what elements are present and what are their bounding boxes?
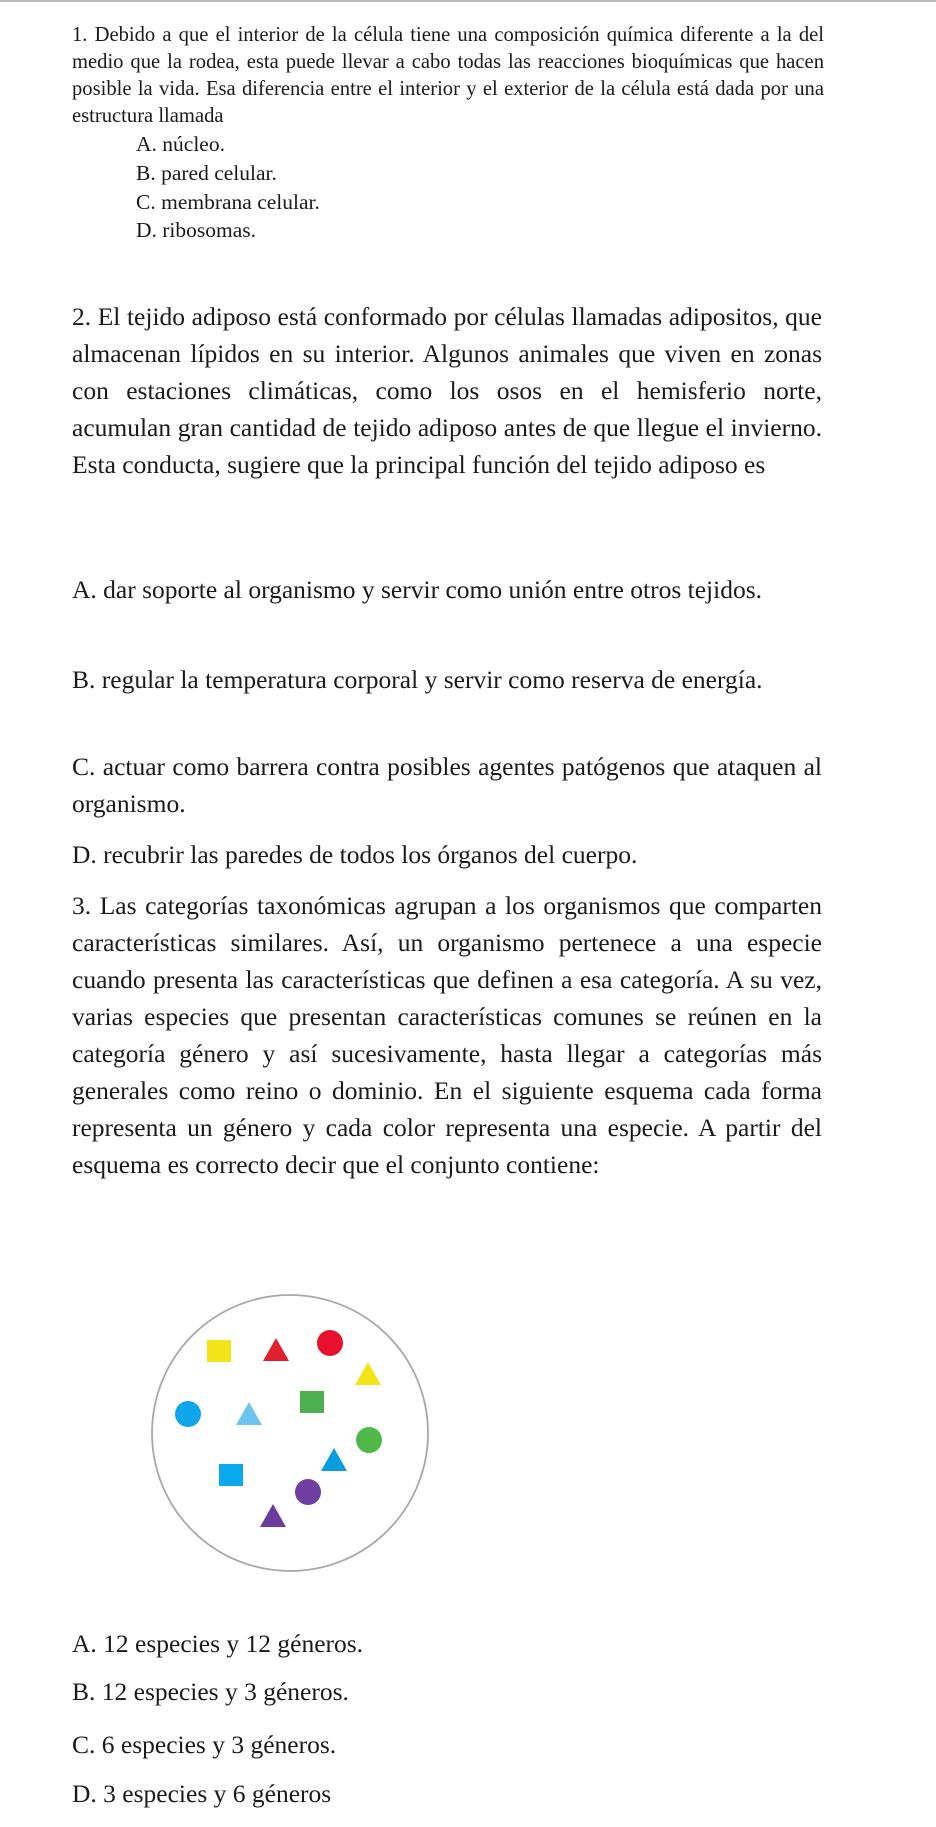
blue-square bbox=[219, 1464, 243, 1486]
red-triangle bbox=[263, 1338, 289, 1361]
blue-circle bbox=[175, 1401, 201, 1427]
q2-option-a[interactable]: A. dar soporte al organismo y servir como unión entre otros tejidos. bbox=[72, 575, 763, 604]
question-number: 2. bbox=[72, 302, 92, 331]
set-circle bbox=[152, 1295, 428, 1571]
yellow-square bbox=[207, 1340, 231, 1362]
green-square bbox=[300, 1391, 324, 1413]
question-text: Las categorías taxonómicas agrupan a los organismos que comparten características similares. Así, un organismo pertenece a una especie cuando presenta las características que definen a esa categoría. A su vez, varias especies que presentan características comunes se reúnen en la categoría género y así sucesivamente, hasta llegar a categorías más generales como reino o dominio. En el siguiente esquema cada forma representa un género y cada color representa una especie. A partir del esquema es correcto decir que el conjunto contiene: bbox=[72, 891, 822, 1179]
species-genus-diagram bbox=[140, 1290, 440, 1590]
blue-triangle bbox=[321, 1448, 347, 1471]
light-blue-triangle bbox=[236, 1402, 262, 1425]
question-number: 3. bbox=[72, 891, 92, 920]
green-circle bbox=[356, 1427, 382, 1453]
red-circle bbox=[317, 1330, 343, 1356]
q1-option-c[interactable]: C. membrana celular. bbox=[136, 190, 320, 214]
top-rule bbox=[0, 0, 936, 2]
question-text: El tejido adiposo está conformado por células llamadas adipositos, que almacenan lípidos en su interior. Algunos animales que viven en zonas con estaciones climáticas, como los osos en el hemisferio norte, acumulan gran cantidad de tejido adiposo antes de que llegue el invierno. Esta conducta, sugiere que la principal función del tejido adiposo es bbox=[72, 302, 822, 479]
q2-option-c[interactable]: C. actuar como barrera contra posibles agentes patógenos que ataquen al organismo. bbox=[72, 752, 822, 818]
question-text: Debido a que el interior de la célula tiene una composición química diferente a la del medio que la rodea, esta puede llevar a cabo todas las reacciones bioquímicas que hacen posible la vida. Esa diferencia entre el interior y el exterior de la célula está dada por una estructura llamada bbox=[72, 24, 824, 127]
purple-triangle bbox=[260, 1504, 286, 1527]
question-1 bbox=[72, 22, 824, 130]
q1-option-b[interactable]: B. pared celular. bbox=[136, 161, 277, 185]
q3-option-d[interactable]: D. 3 especies y 6 géneros bbox=[72, 1779, 332, 1808]
yellow-triangle bbox=[355, 1362, 381, 1385]
q3-option-a[interactable]: A. 12 especies y 12 géneros. bbox=[72, 1629, 364, 1658]
q1-option-d[interactable]: D. ribosomas. bbox=[136, 218, 257, 242]
q1-option-a[interactable]: A. núcleo. bbox=[136, 132, 225, 156]
question-number: 1. bbox=[72, 24, 88, 46]
question-3 bbox=[72, 887, 822, 1183]
q3-option-c[interactable]: C. 6 especies y 3 géneros. bbox=[72, 1730, 337, 1759]
purple-circle bbox=[295, 1479, 321, 1505]
q2-option-b[interactable]: B. regular la temperatura corporal y servir como reserva de energía. bbox=[72, 665, 763, 694]
q3-option-b[interactable]: B. 12 especies y 3 géneros. bbox=[72, 1677, 349, 1706]
q2-option-d[interactable]: D. recubrir las paredes de todos los órganos del cuerpo. bbox=[72, 840, 638, 869]
question-2 bbox=[72, 298, 822, 483]
